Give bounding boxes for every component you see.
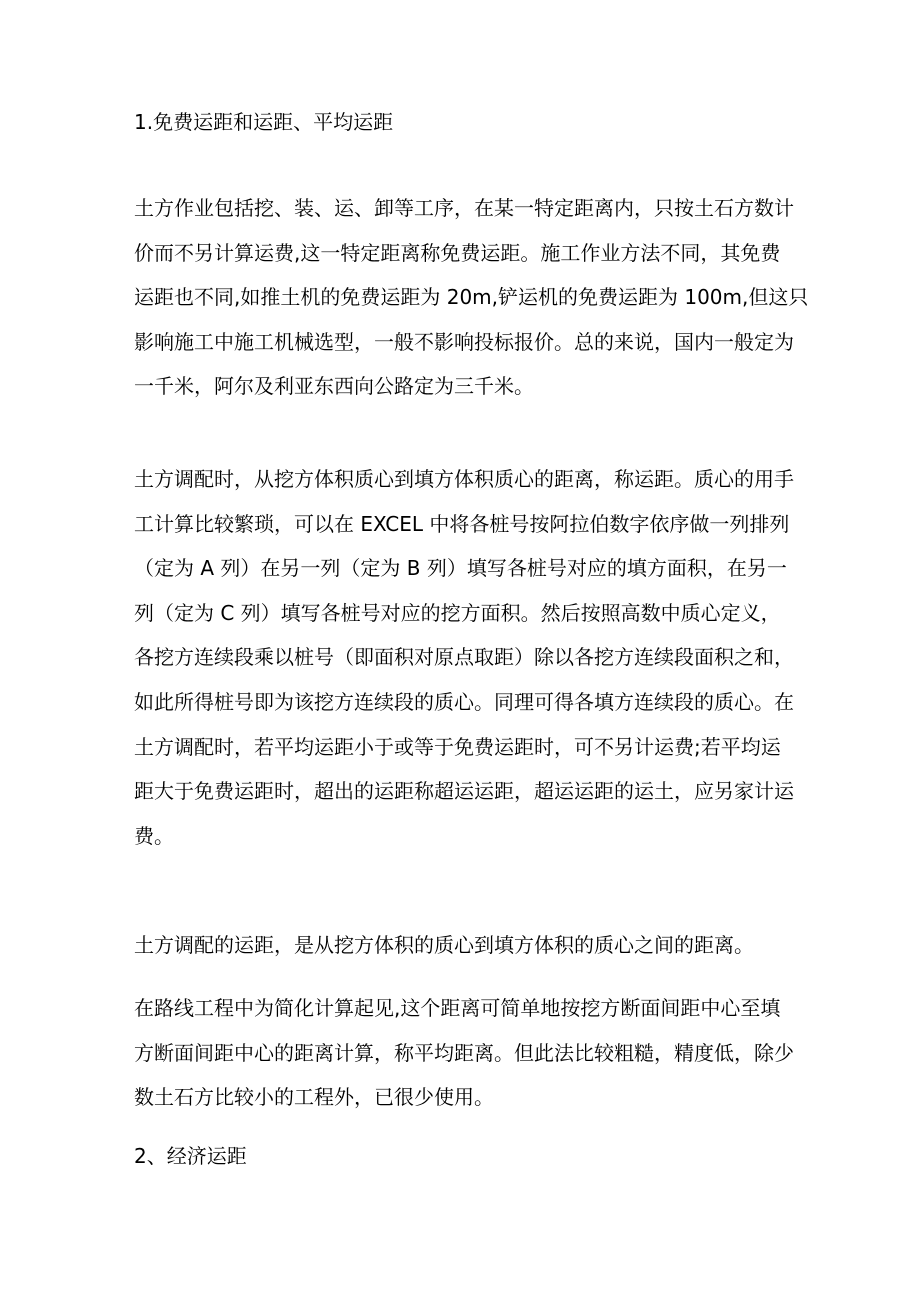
paragraph-free-haul: [134, 186, 809, 409]
paragraph-line: 一千米，阿尔及利亚东西向公路定为三千米。: [134, 374, 534, 399]
paragraph-line: （定为 A 列）在另一列（定为 B 列）填写各桩号对应的填方面积，在另一: [134, 556, 787, 581]
section-heading-1: [134, 107, 806, 137]
paragraph-haul-distance: [134, 457, 806, 858]
heading-text: 2、经济运距: [134, 1144, 247, 1168]
paragraph-line: 费。: [134, 823, 174, 848]
paragraph-average-distance: [134, 986, 806, 1120]
paragraph-line: 如此所得桩号即为该挖方连续段的质心。同理可得各填方连续段的质心。在: [134, 689, 794, 714]
paragraph-line: 方断面间距中心的距离计算，称平均距离。但此法比较粗糙，精度低，除少: [134, 1040, 794, 1065]
paragraph-line: 运距也不同,如推土机的免费运距为 20m,铲运机的免费运距为 100m,但这只: [134, 285, 809, 310]
paragraph-line: 各挖方连续段乘以桩号（即面积对原点取距）除以各挖方连续段面积之和，: [134, 645, 794, 670]
paragraph-definition: [134, 923, 806, 968]
paragraph-line: 土方调配的运距，是从挖方体积的质心到填方体积的质心之间的距离。: [134, 933, 754, 957]
heading-text: 1.免费运距和运距、平均运距: [134, 110, 394, 134]
paragraph-line: 土方调配时，若平均运距小于或等于免费运距时，可不另计运费;若平均运: [134, 734, 781, 759]
paragraph-line: 距大于免费运距时，超出的运距称超运运距，超运运距的运土，应另家计运: [134, 779, 794, 804]
paragraph-line: 土方作业包括挖、装、运、卸等工序，在某一特定距离内，只按土石方数计: [134, 196, 794, 220]
paragraph-line: 工计算比较繁琐，可以在 EXCEL 中将各桩号按阿拉伯数字依序做一列排列: [134, 511, 790, 536]
paragraph-line: 列（定为 C 列）填写各桩号对应的挖方面积。然后按照高数中质心定义，: [134, 600, 781, 625]
paragraph-line: 数土石方比较小的工程外，已很少使用。: [134, 1085, 494, 1110]
paragraph-line: 在路线工程中为简化计算起见,这个距离可简单地按挖方断面间距中心至填: [134, 996, 781, 1020]
paragraph-line: 影响施工中施工机械选型，一般不影响投标报价。总的来说，国内一般定为: [134, 329, 794, 354]
paragraph-line: 土方调配时，从挖方体积质心到填方体积质心的距离，称运距。质心的用手: [134, 467, 794, 491]
paragraph-line: 价而不另计算运费,这一特定距离称免费运距。施工作业方法不同，其免费: [134, 240, 781, 265]
section-heading-2: [134, 1141, 806, 1171]
